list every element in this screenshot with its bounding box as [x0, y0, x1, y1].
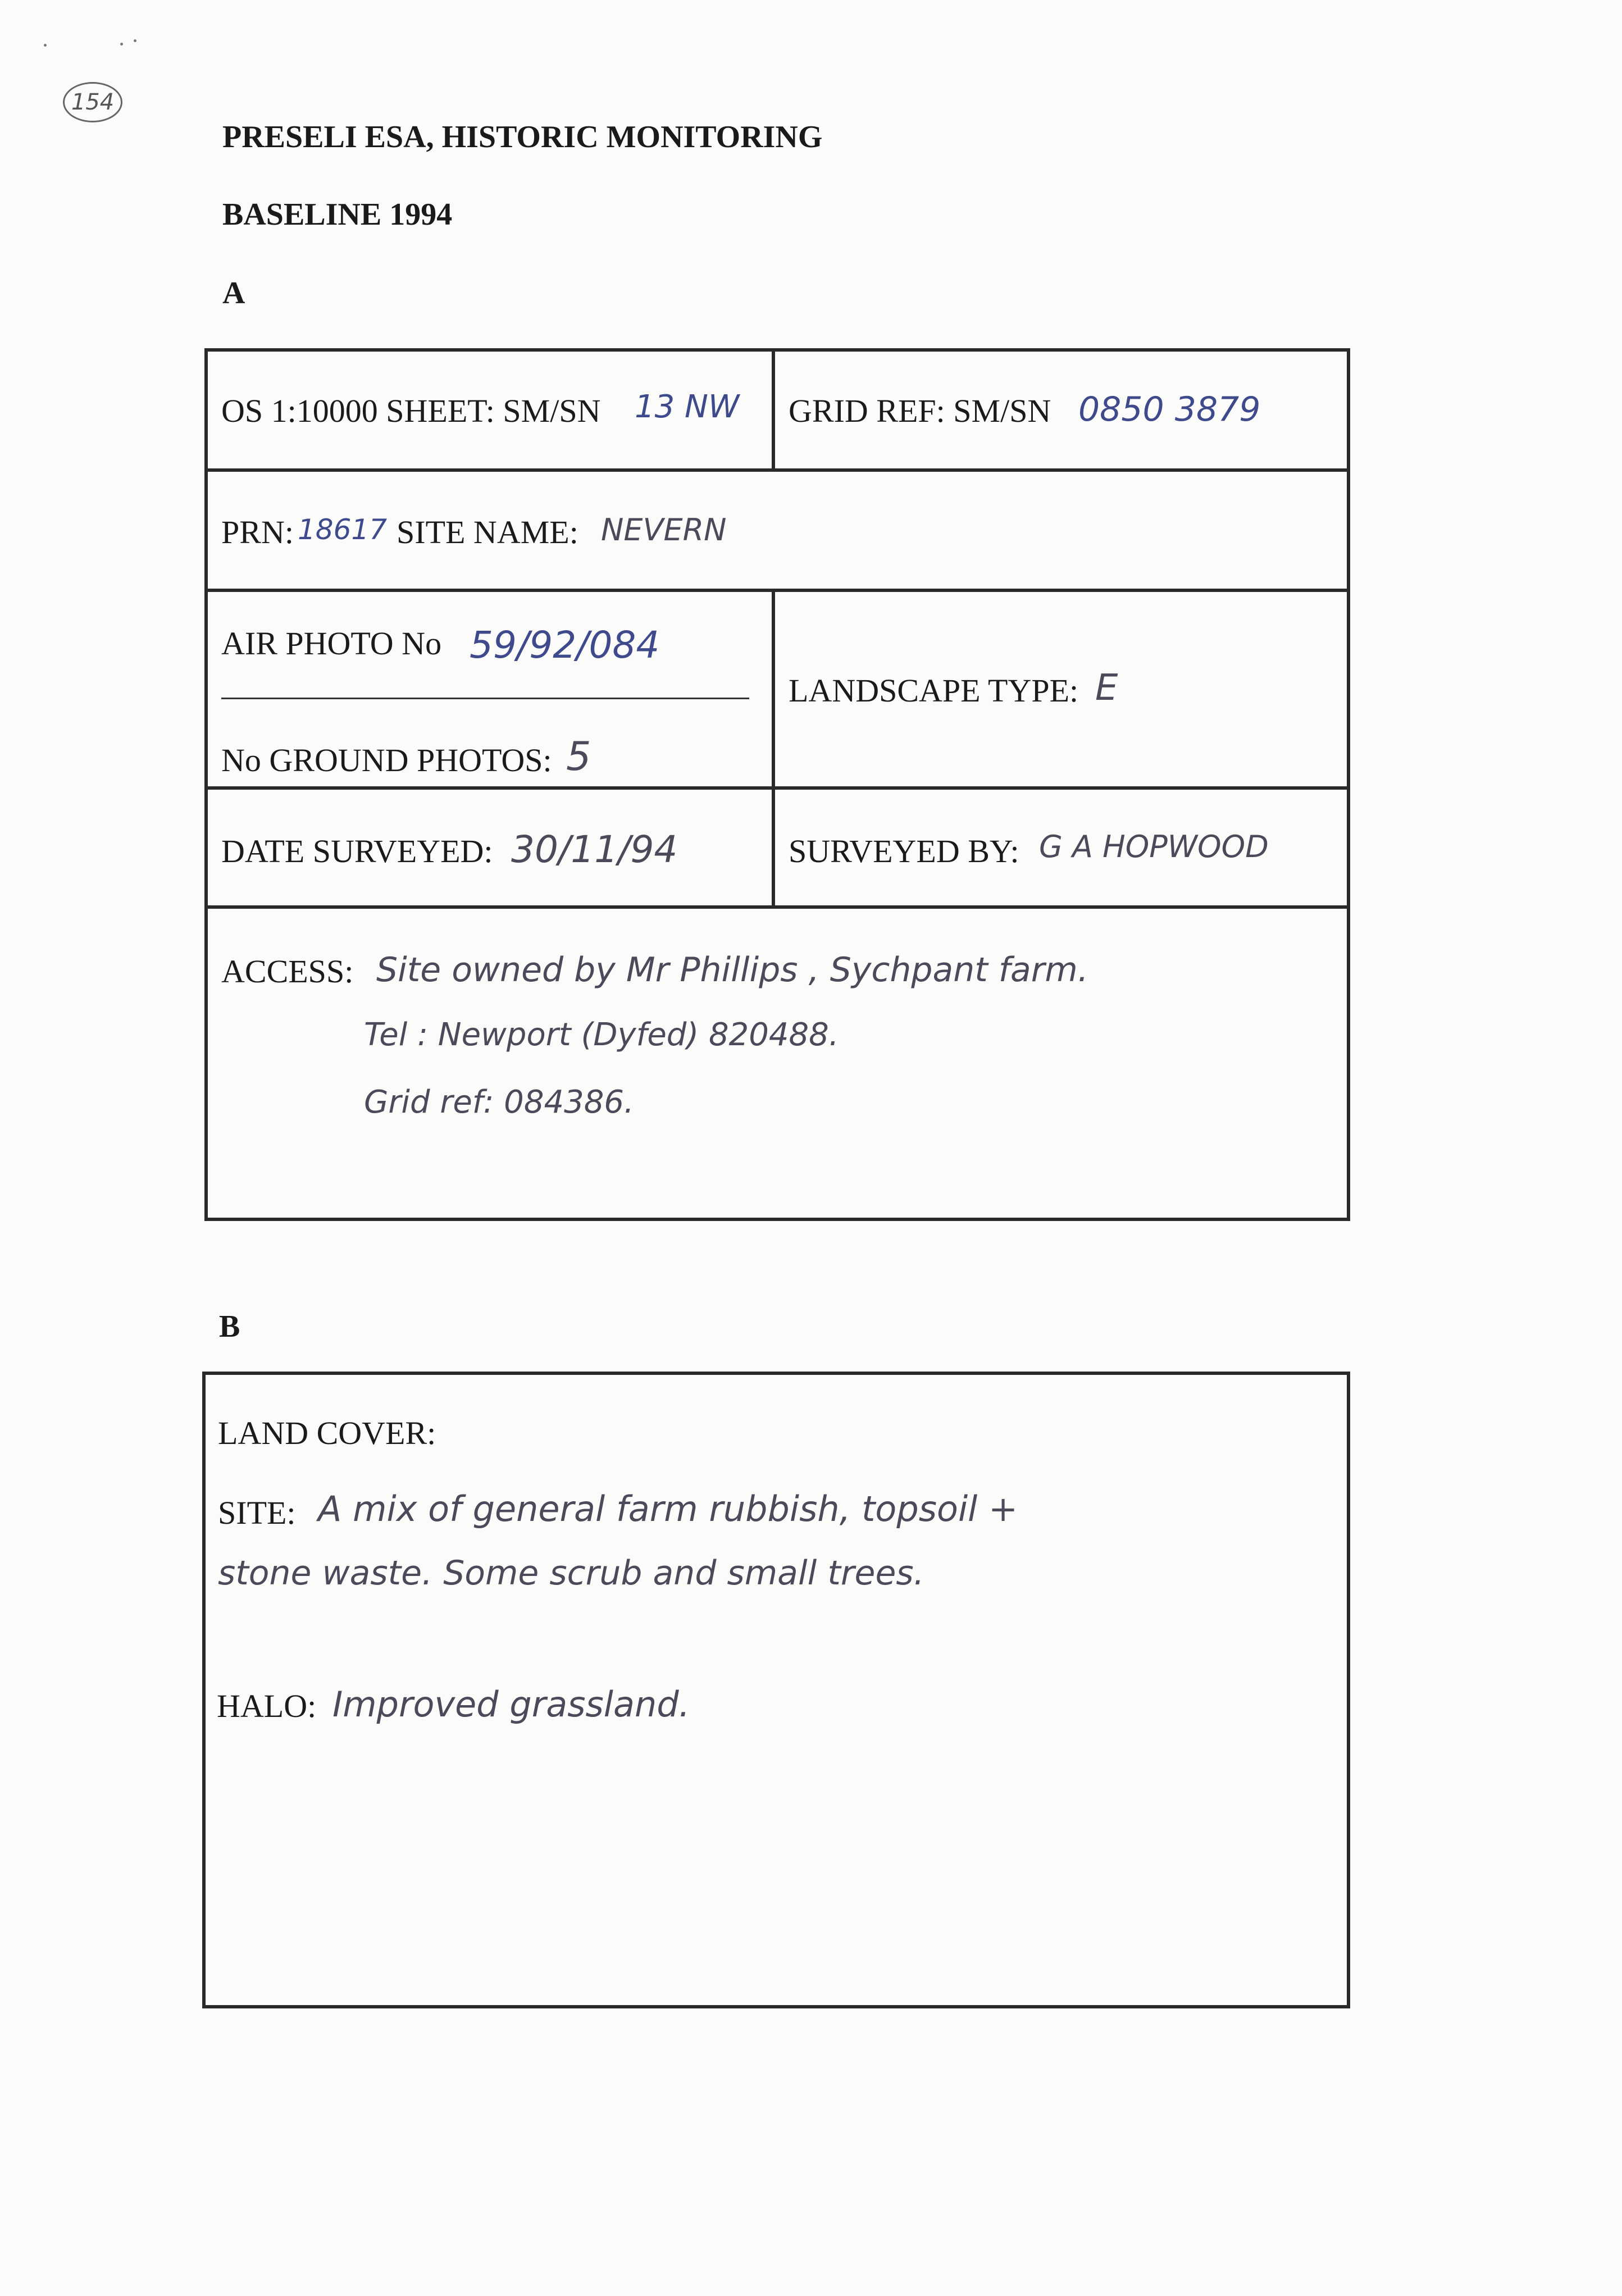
air-photo-underline: [221, 698, 749, 699]
column-divider: [772, 348, 775, 471]
row-divider: [204, 786, 1350, 790]
prn-label: PRN:: [221, 514, 294, 550]
page-number-stamp: 154: [63, 82, 122, 122]
section-a-letter: A: [222, 276, 245, 311]
access-line-1: Site owned by Mr Phillips , Sychpant farm.: [376, 950, 1088, 990]
surveyed-by-value: G A HOPWOOD: [1039, 829, 1269, 864]
margin-speck: [120, 43, 123, 45]
os-sheet-value: 13 NW: [635, 389, 740, 425]
land-cover-label: LAND COVER:: [218, 1415, 436, 1451]
air-photo-label: AIR PHOTO No: [221, 625, 442, 662]
margin-speck: [134, 39, 136, 42]
site-line-1: A mix of general farm rubbish, topsoil +: [318, 1488, 1018, 1529]
date-surveyed-label: DATE SURVEYED:: [221, 833, 493, 869]
date-surveyed-value: 30/11/94: [511, 828, 678, 871]
access-line-2: Tel : Newport (Dyfed) 820488.: [364, 1017, 839, 1053]
site-line-2: stone waste. Some scrub and small trees.: [218, 1554, 924, 1593]
halo-value: Improved grassland.: [332, 1684, 690, 1725]
surveyed-by-label: SURVEYED BY:: [789, 833, 1019, 869]
column-divider: [772, 589, 775, 908]
halo-label: HALO:: [217, 1688, 317, 1724]
landscape-type-value: E: [1095, 667, 1118, 709]
row-divider: [204, 468, 1350, 472]
site-name-value: NEVERN: [601, 512, 727, 548]
ground-photos-label: No GROUND PHOTOS:: [221, 742, 552, 778]
ground-photos-value: 5: [566, 734, 591, 780]
access-line-3: Grid ref: 084386.: [364, 1084, 634, 1120]
site-name-label: SITE NAME:: [397, 514, 578, 550]
landscape-type-label: LANDSCAPE TYPE:: [789, 672, 1079, 709]
section-b-letter: B: [219, 1309, 240, 1344]
margin-speck: [44, 44, 47, 47]
prn-value: 18617: [298, 513, 388, 546]
site-label: SITE:: [218, 1495, 296, 1531]
air-photo-value: 59/92/084: [470, 623, 660, 667]
grid-ref-value: 0850 3879: [1078, 390, 1261, 429]
page-title: PRESELI ESA, HISTORIC MONITORING: [222, 120, 823, 154]
os-sheet-label: OS 1:10000 SHEET: SM/SN: [221, 393, 601, 429]
grid-ref-label: GRID REF: SM/SN: [789, 393, 1051, 429]
row-divider: [204, 905, 1350, 909]
row-divider: [204, 589, 1350, 592]
baseline-heading: BASELINE 1994: [222, 197, 453, 232]
access-label: ACCESS:: [221, 953, 354, 990]
